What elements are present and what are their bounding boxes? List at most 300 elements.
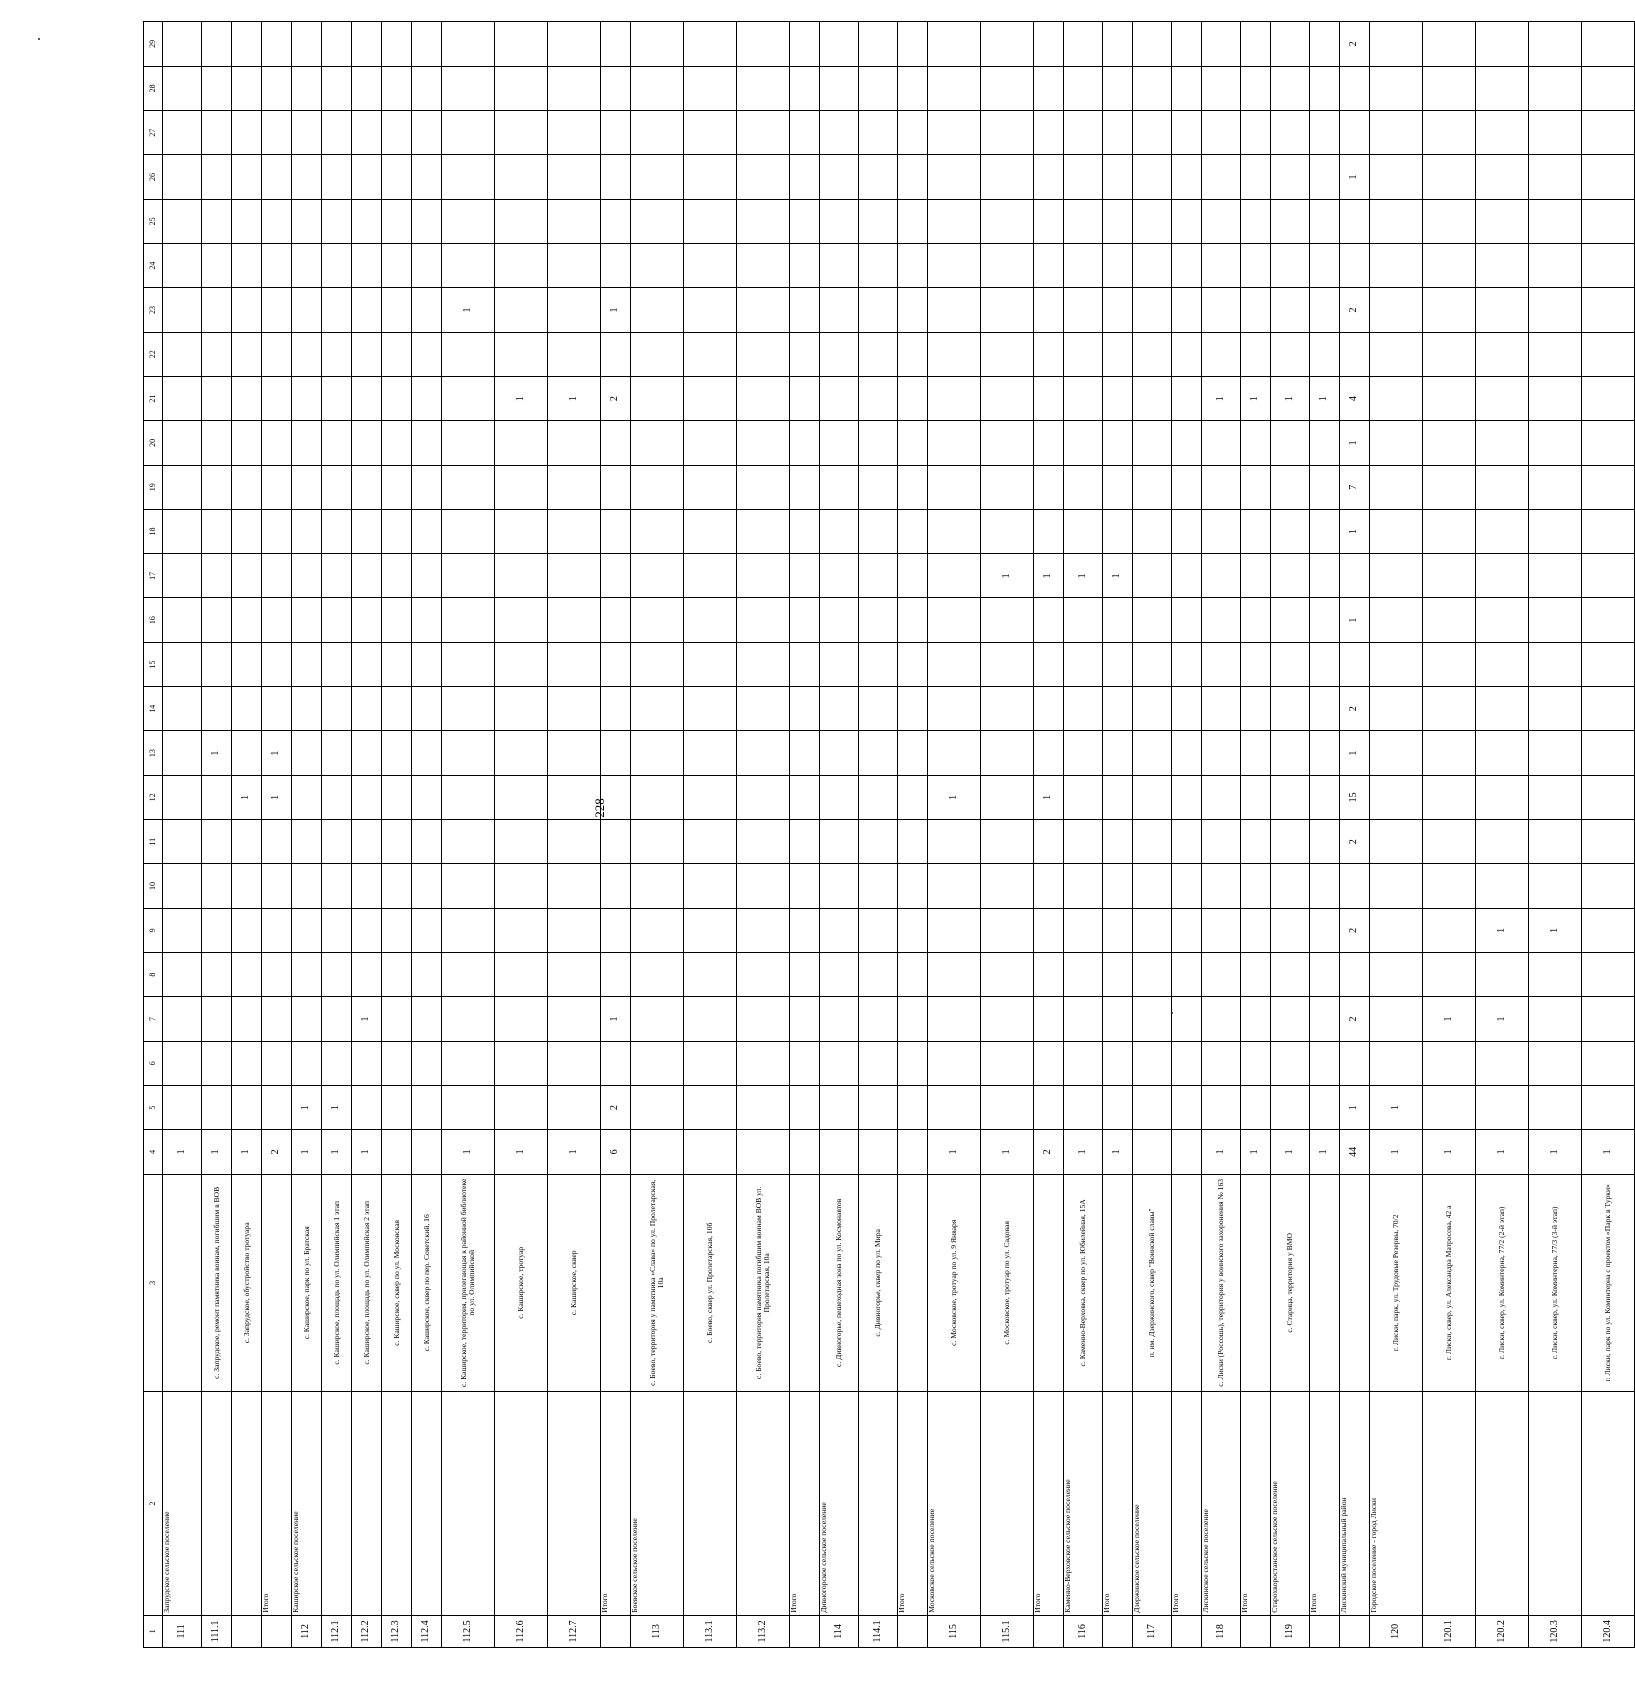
header-cell: 8 bbox=[144, 952, 163, 996]
value-cell bbox=[601, 199, 631, 243]
value-cell bbox=[1202, 509, 1241, 553]
object-cell: г. Лиски, парк, ул. Трудовые Резервы, 70/2 bbox=[1370, 1174, 1423, 1392]
value-cell bbox=[1241, 908, 1271, 952]
value-cell bbox=[631, 243, 684, 287]
header-cell: 21 bbox=[144, 376, 163, 420]
value-cell bbox=[859, 864, 898, 908]
value-cell bbox=[202, 687, 232, 731]
value-cell bbox=[859, 642, 898, 686]
value-cell bbox=[382, 1130, 412, 1174]
value-cell bbox=[737, 997, 790, 1041]
value-cell bbox=[1034, 288, 1064, 332]
value-cell bbox=[262, 199, 292, 243]
value-cell bbox=[1423, 598, 1476, 642]
value-cell bbox=[202, 509, 232, 553]
value-cell: 1 bbox=[1582, 1130, 1635, 1174]
value-cell bbox=[859, 111, 898, 155]
value-cell bbox=[737, 155, 790, 199]
value-cell bbox=[820, 288, 859, 332]
settlement-cell bbox=[1476, 1392, 1529, 1616]
value-cell bbox=[412, 554, 442, 598]
value-cell bbox=[163, 66, 202, 110]
value-cell bbox=[1172, 22, 1202, 67]
value-cell bbox=[1529, 731, 1582, 775]
table-row bbox=[1133, 22, 1172, 1648]
value-cell bbox=[1582, 243, 1635, 287]
value-cell bbox=[1582, 288, 1635, 332]
value-cell bbox=[820, 687, 859, 731]
value-cell bbox=[1241, 465, 1271, 509]
value-cell bbox=[1202, 288, 1241, 332]
value-cell bbox=[1271, 864, 1310, 908]
value-cell bbox=[601, 952, 631, 996]
value-cell bbox=[1529, 332, 1582, 376]
value-cell bbox=[495, 642, 548, 686]
value-cell bbox=[1370, 731, 1423, 775]
value-cell bbox=[1310, 1085, 1340, 1129]
value-cell bbox=[322, 111, 352, 155]
table-row bbox=[601, 22, 631, 1648]
object-cell: п. им. Дзержинского, сквер "Воинской славы" bbox=[1133, 1174, 1172, 1392]
value-cell bbox=[262, 598, 292, 642]
value-cell bbox=[1172, 288, 1202, 332]
value-cell bbox=[232, 1085, 262, 1129]
value-cell bbox=[820, 642, 859, 686]
value-cell bbox=[382, 598, 412, 642]
object-cell: с. Лиски (Россошь), территория у воинского захоронения № 163 bbox=[1202, 1174, 1241, 1392]
value-cell bbox=[1370, 111, 1423, 155]
value-cell bbox=[232, 864, 262, 908]
value-cell bbox=[1172, 199, 1202, 243]
value-cell bbox=[232, 908, 262, 952]
header-cell: 4 bbox=[144, 1130, 163, 1174]
data-table bbox=[143, 21, 1635, 1648]
value-cell bbox=[1476, 687, 1529, 731]
value-cell: 1 bbox=[601, 288, 631, 332]
value-cell: 1 bbox=[202, 731, 232, 775]
value-cell bbox=[548, 243, 601, 287]
value-cell bbox=[1310, 66, 1340, 110]
value-cell bbox=[382, 199, 412, 243]
object-cell: с. Боево, территория памятника погибшим воинам ВОВ ул. Пролетарская, 10а bbox=[737, 1174, 790, 1392]
value-cell bbox=[859, 421, 898, 465]
row-number-cell: 120.3 bbox=[1529, 1615, 1582, 1647]
value-cell bbox=[1529, 465, 1582, 509]
row-number-cell bbox=[1340, 1615, 1370, 1647]
value-cell: 1 bbox=[1476, 997, 1529, 1041]
value-cell bbox=[1034, 642, 1064, 686]
value-cell bbox=[1271, 908, 1310, 952]
value-cell: 1 bbox=[1241, 376, 1271, 420]
value-cell bbox=[163, 775, 202, 819]
value-cell bbox=[232, 465, 262, 509]
value-cell bbox=[548, 421, 601, 465]
object-cell: с. Каширское, сквер по ул. Московская bbox=[382, 1174, 412, 1392]
object-cell: г. Лиски, парк по ул. Коминтерна с проектом «Парк в Турки» bbox=[1582, 1174, 1635, 1392]
value-cell bbox=[981, 111, 1034, 155]
value-cell bbox=[1340, 554, 1370, 598]
value-cell bbox=[163, 332, 202, 376]
value-cell bbox=[631, 731, 684, 775]
value-cell bbox=[495, 952, 548, 996]
value-cell bbox=[1582, 1085, 1635, 1129]
value-cell bbox=[820, 731, 859, 775]
value-cell bbox=[631, 1041, 684, 1085]
value-cell bbox=[898, 731, 928, 775]
value-cell bbox=[1529, 997, 1582, 1041]
table-row bbox=[1476, 22, 1529, 1648]
value-cell bbox=[382, 952, 412, 996]
value-cell bbox=[601, 687, 631, 731]
value-cell bbox=[1370, 199, 1423, 243]
value-cell bbox=[548, 598, 601, 642]
value-cell bbox=[1202, 1085, 1241, 1129]
value-cell bbox=[202, 864, 232, 908]
value-cell: 7 bbox=[1340, 465, 1370, 509]
value-cell bbox=[1064, 421, 1103, 465]
value-cell bbox=[1423, 155, 1476, 199]
value-cell bbox=[820, 1130, 859, 1174]
value-cell: 1 bbox=[1423, 1130, 1476, 1174]
value-cell: 1 bbox=[232, 775, 262, 819]
table-row bbox=[898, 22, 928, 1648]
value-cell bbox=[737, 908, 790, 952]
value-cell bbox=[495, 598, 548, 642]
value-cell bbox=[262, 243, 292, 287]
value-cell bbox=[1064, 376, 1103, 420]
value-cell: 1 bbox=[352, 997, 382, 1041]
value-cell: 1 bbox=[262, 775, 292, 819]
header-cell: 20 bbox=[144, 421, 163, 465]
value-cell bbox=[601, 554, 631, 598]
value-cell bbox=[898, 509, 928, 553]
value-cell bbox=[1172, 1041, 1202, 1085]
value-cell bbox=[442, 997, 495, 1041]
value-cell bbox=[292, 288, 322, 332]
value-cell bbox=[1064, 1041, 1103, 1085]
value-cell bbox=[631, 1130, 684, 1174]
value-cell bbox=[1370, 687, 1423, 731]
value-cell bbox=[352, 864, 382, 908]
value-cell bbox=[1310, 952, 1340, 996]
value-cell bbox=[1241, 421, 1271, 465]
header-cell: 10 bbox=[144, 864, 163, 908]
value-cell bbox=[382, 642, 412, 686]
value-cell bbox=[928, 376, 981, 420]
value-cell bbox=[1370, 908, 1423, 952]
value-cell bbox=[981, 908, 1034, 952]
value-cell bbox=[790, 997, 820, 1041]
value-cell bbox=[548, 1085, 601, 1129]
row-number-cell bbox=[1172, 1615, 1202, 1647]
value-cell bbox=[1103, 687, 1133, 731]
value-cell bbox=[1202, 598, 1241, 642]
value-cell bbox=[1241, 199, 1271, 243]
settlement-cell bbox=[495, 1392, 548, 1616]
value-cell bbox=[1202, 465, 1241, 509]
value-cell bbox=[684, 554, 737, 598]
value-cell bbox=[232, 243, 262, 287]
value-cell bbox=[1423, 421, 1476, 465]
value-cell bbox=[352, 332, 382, 376]
value-cell bbox=[790, 22, 820, 67]
value-cell bbox=[898, 952, 928, 996]
value-cell bbox=[1423, 1041, 1476, 1085]
value-cell bbox=[442, 554, 495, 598]
row-number-cell: 114.1 bbox=[859, 1615, 898, 1647]
value-cell bbox=[322, 155, 352, 199]
value-cell bbox=[412, 243, 442, 287]
value-cell bbox=[382, 1085, 412, 1129]
value-cell bbox=[737, 687, 790, 731]
value-cell bbox=[1271, 820, 1310, 864]
value-cell bbox=[1529, 952, 1582, 996]
value-cell bbox=[737, 731, 790, 775]
value-cell bbox=[292, 864, 322, 908]
value-cell bbox=[928, 288, 981, 332]
value-cell bbox=[292, 554, 322, 598]
row-number-cell: 113.1 bbox=[684, 1615, 737, 1647]
table-row bbox=[1172, 22, 1202, 1648]
value-cell bbox=[790, 864, 820, 908]
value-cell bbox=[1529, 554, 1582, 598]
header-cell: 29 bbox=[144, 22, 163, 67]
value-cell bbox=[1370, 509, 1423, 553]
value-cell bbox=[262, 1085, 292, 1129]
value-cell bbox=[442, 22, 495, 67]
value-cell bbox=[1310, 642, 1340, 686]
value-cell bbox=[442, 864, 495, 908]
scan-speck bbox=[38, 38, 40, 40]
value-cell bbox=[1034, 465, 1064, 509]
value-cell bbox=[1034, 111, 1064, 155]
value-cell bbox=[859, 465, 898, 509]
row-number-cell: 118 bbox=[1202, 1615, 1241, 1647]
value-cell bbox=[1133, 376, 1172, 420]
value-cell bbox=[495, 908, 548, 952]
value-cell bbox=[1582, 864, 1635, 908]
settlement-cell: Боевское сельское поселение bbox=[631, 1392, 684, 1616]
value-cell bbox=[737, 820, 790, 864]
value-cell: 2 bbox=[1340, 908, 1370, 952]
value-cell bbox=[981, 66, 1034, 110]
value-cell bbox=[1064, 1085, 1103, 1129]
value-cell bbox=[382, 864, 412, 908]
value-cell bbox=[1202, 554, 1241, 598]
value-cell bbox=[1370, 598, 1423, 642]
header-cell: 9 bbox=[144, 908, 163, 952]
value-cell bbox=[548, 731, 601, 775]
value-cell bbox=[352, 155, 382, 199]
value-cell bbox=[202, 908, 232, 952]
value-cell bbox=[163, 820, 202, 864]
value-cell bbox=[820, 509, 859, 553]
value-cell bbox=[1582, 642, 1635, 686]
value-cell bbox=[548, 952, 601, 996]
value-cell bbox=[495, 288, 548, 332]
value-cell bbox=[1103, 1041, 1133, 1085]
value-cell: 1 bbox=[292, 1130, 322, 1174]
table-row bbox=[322, 22, 352, 1648]
value-cell bbox=[684, 332, 737, 376]
value-cell: 1 bbox=[1310, 1130, 1340, 1174]
value-cell bbox=[981, 332, 1034, 376]
object-cell bbox=[163, 1174, 202, 1392]
value-cell bbox=[1202, 332, 1241, 376]
table-row bbox=[1310, 22, 1340, 1648]
value-cell bbox=[548, 332, 601, 376]
value-cell bbox=[1271, 66, 1310, 110]
value-cell bbox=[352, 465, 382, 509]
value-cell bbox=[1202, 908, 1241, 952]
value-cell: 1 bbox=[1340, 598, 1370, 642]
value-cell bbox=[1172, 997, 1202, 1041]
value-cell bbox=[352, 22, 382, 67]
value-cell bbox=[1202, 155, 1241, 199]
value-cell bbox=[442, 952, 495, 996]
value-cell bbox=[790, 1085, 820, 1129]
value-cell bbox=[163, 908, 202, 952]
value-cell bbox=[631, 687, 684, 731]
value-cell bbox=[292, 243, 322, 287]
value-cell bbox=[202, 997, 232, 1041]
value-cell bbox=[1034, 66, 1064, 110]
value-cell bbox=[790, 155, 820, 199]
value-cell bbox=[1370, 820, 1423, 864]
value-cell bbox=[1370, 952, 1423, 996]
value-cell bbox=[1370, 775, 1423, 819]
value-cell bbox=[292, 421, 322, 465]
value-cell bbox=[412, 598, 442, 642]
object-cell bbox=[1310, 1174, 1340, 1392]
value-cell bbox=[684, 952, 737, 996]
value-cell bbox=[737, 509, 790, 553]
value-cell: 1 bbox=[1271, 376, 1310, 420]
value-cell bbox=[495, 155, 548, 199]
value-cell bbox=[1370, 642, 1423, 686]
header-cell: 13 bbox=[144, 731, 163, 775]
value-cell bbox=[322, 731, 352, 775]
value-cell bbox=[1423, 554, 1476, 598]
value-cell bbox=[1064, 642, 1103, 686]
value-cell bbox=[382, 908, 412, 952]
value-cell bbox=[1241, 820, 1271, 864]
value-cell bbox=[382, 111, 412, 155]
value-cell bbox=[981, 243, 1034, 287]
value-cell bbox=[631, 66, 684, 110]
value-cell bbox=[292, 66, 322, 110]
value-cell bbox=[1172, 908, 1202, 952]
value-cell bbox=[1370, 243, 1423, 287]
value-cell bbox=[495, 1041, 548, 1085]
value-cell bbox=[202, 199, 232, 243]
value-cell bbox=[1133, 199, 1172, 243]
value-cell bbox=[382, 820, 412, 864]
value-cell bbox=[352, 66, 382, 110]
value-cell bbox=[790, 111, 820, 155]
value-cell bbox=[1103, 421, 1133, 465]
value-cell bbox=[382, 243, 412, 287]
settlement-cell: Итого bbox=[1172, 1392, 1202, 1616]
row-number-cell bbox=[898, 1615, 928, 1647]
value-cell bbox=[442, 1085, 495, 1129]
value-cell bbox=[928, 332, 981, 376]
value-cell bbox=[1423, 687, 1476, 731]
value-cell bbox=[202, 22, 232, 67]
value-cell bbox=[631, 376, 684, 420]
header-cell: 25 bbox=[144, 199, 163, 243]
value-cell bbox=[1034, 421, 1064, 465]
value-cell bbox=[631, 598, 684, 642]
value-cell bbox=[981, 199, 1034, 243]
value-cell bbox=[548, 22, 601, 67]
value-cell bbox=[1241, 332, 1271, 376]
value-cell: 1 bbox=[202, 1130, 232, 1174]
value-cell bbox=[412, 731, 442, 775]
value-cell bbox=[1423, 66, 1476, 110]
value-cell bbox=[232, 509, 262, 553]
value-cell: 1 bbox=[163, 1130, 202, 1174]
value-cell bbox=[495, 243, 548, 287]
value-cell bbox=[737, 554, 790, 598]
row-number-cell: 111 bbox=[163, 1615, 202, 1647]
value-cell bbox=[352, 199, 382, 243]
value-cell bbox=[737, 111, 790, 155]
row-number-cell: 116 bbox=[1064, 1615, 1103, 1647]
value-cell bbox=[1271, 332, 1310, 376]
value-cell bbox=[262, 22, 292, 67]
value-cell bbox=[495, 66, 548, 110]
header-cell: 15 bbox=[144, 642, 163, 686]
value-cell bbox=[1172, 642, 1202, 686]
value-cell: 1 bbox=[1340, 1085, 1370, 1129]
value-cell bbox=[1241, 731, 1271, 775]
table-row bbox=[1202, 22, 1241, 1648]
value-cell bbox=[820, 775, 859, 819]
value-cell bbox=[601, 332, 631, 376]
value-cell: 1 bbox=[322, 1085, 352, 1129]
value-cell bbox=[232, 642, 262, 686]
value-cell bbox=[1582, 22, 1635, 67]
value-cell bbox=[1310, 687, 1340, 731]
value-cell bbox=[382, 1041, 412, 1085]
value-cell bbox=[737, 376, 790, 420]
value-cell bbox=[548, 642, 601, 686]
value-cell bbox=[684, 66, 737, 110]
value-cell bbox=[412, 22, 442, 67]
value-cell bbox=[232, 376, 262, 420]
table-row bbox=[684, 22, 737, 1648]
value-cell bbox=[1529, 111, 1582, 155]
row-number-cell: 119 bbox=[1271, 1615, 1310, 1647]
table-row bbox=[548, 22, 601, 1648]
value-cell bbox=[232, 421, 262, 465]
value-cell bbox=[631, 952, 684, 996]
value-cell bbox=[495, 687, 548, 731]
value-cell bbox=[292, 731, 322, 775]
value-cell bbox=[495, 554, 548, 598]
value-cell bbox=[1310, 554, 1340, 598]
value-cell bbox=[631, 288, 684, 332]
value-cell bbox=[442, 908, 495, 952]
value-cell bbox=[1103, 288, 1133, 332]
value-cell bbox=[1582, 421, 1635, 465]
value-cell bbox=[1582, 332, 1635, 376]
value-cell bbox=[1034, 908, 1064, 952]
value-cell bbox=[1103, 952, 1133, 996]
value-cell bbox=[1064, 908, 1103, 952]
value-cell bbox=[859, 908, 898, 952]
